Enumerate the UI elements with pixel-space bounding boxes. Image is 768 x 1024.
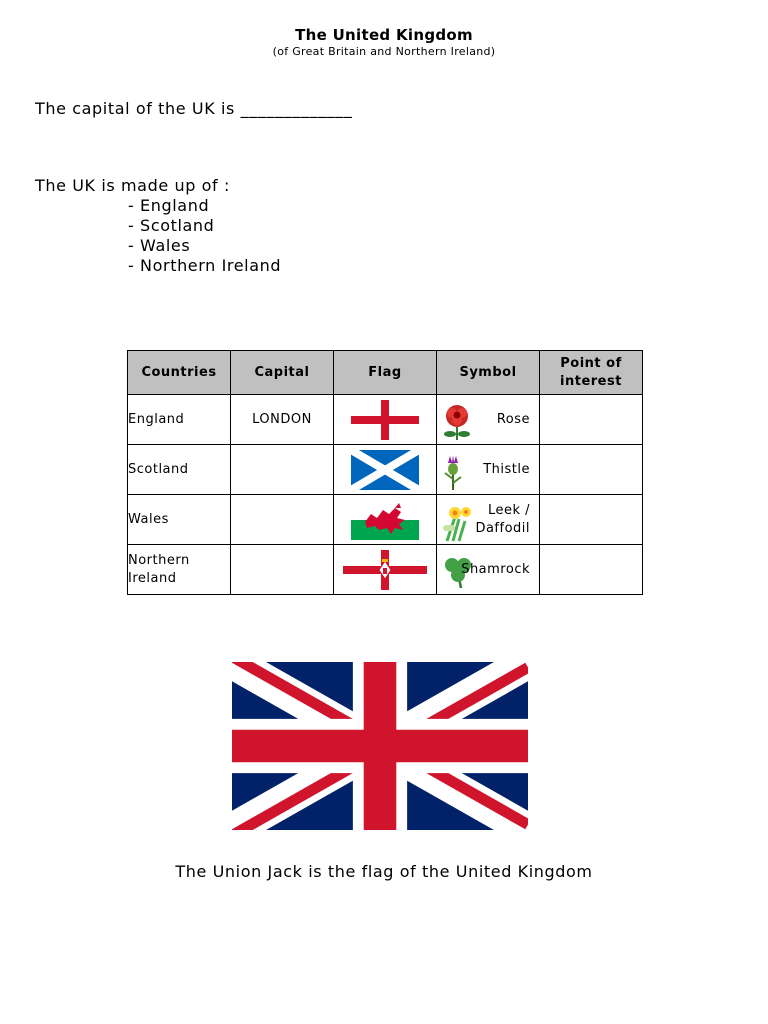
poi-cell — [540, 495, 643, 545]
symbol-cell — [437, 545, 540, 595]
symbol-label: Rose — [496, 411, 530, 427]
capital-cell — [231, 545, 334, 595]
column-header: Symbol — [437, 351, 540, 395]
flag-cell — [334, 395, 437, 445]
page-title: The United Kingdom — [295, 26, 473, 44]
page-subtitle: (of Great Britain and Northern Ireland) — [272, 45, 496, 58]
table-row — [128, 395, 643, 445]
flag-cell — [334, 495, 437, 545]
union-jack-flag-icon — [232, 662, 528, 830]
flag-cell — [334, 545, 437, 595]
list-item: - Wales — [128, 236, 191, 255]
symbol-cell — [437, 395, 540, 445]
country-cell: Northern Ireland — [128, 545, 231, 595]
made-up-intro: The UK is made up of : — [35, 176, 230, 195]
country-cell: Scotland — [128, 445, 231, 495]
poi-cell — [540, 545, 643, 595]
list-item: - Northern Ireland — [128, 256, 282, 275]
column-header: Capital — [231, 351, 334, 395]
capital-question: The capital of the UK is _____________ — [35, 99, 353, 118]
column-header: Point of interest — [540, 351, 643, 395]
capital-cell — [231, 445, 334, 495]
union-jack-caption: The Union Jack is the flag of the United Kingdom — [175, 862, 593, 881]
column-header: Countries — [128, 351, 231, 395]
symbol-label: Thistle — [483, 461, 530, 477]
flag-cell — [334, 445, 437, 495]
list-item: - England — [128, 196, 210, 215]
capital-cell — [231, 495, 334, 545]
column-header: Flag — [334, 351, 437, 395]
countries-table — [127, 350, 643, 595]
scotland-flag-icon — [351, 450, 419, 490]
table-row — [128, 445, 643, 495]
rose-icon — [441, 403, 473, 441]
wales-flag-icon — [351, 500, 419, 540]
thistle-icon — [441, 453, 465, 491]
symbol-label: Shamrock — [461, 561, 530, 577]
england-flag-icon — [351, 400, 419, 440]
table-row — [128, 545, 643, 595]
table-row — [128, 495, 643, 545]
country-cell: Wales — [128, 495, 231, 545]
country-cell: England — [128, 395, 231, 445]
poi-cell — [540, 445, 643, 495]
symbol-cell — [437, 445, 540, 495]
northern-ireland-flag-icon — [343, 550, 427, 590]
poi-cell — [540, 395, 643, 445]
list-item: - Scotland — [128, 216, 215, 235]
symbol-cell — [437, 495, 540, 545]
table-header-row — [128, 351, 643, 395]
symbol-label: Leek / Daffodil — [475, 502, 530, 536]
capital-cell: LONDON — [231, 395, 334, 445]
